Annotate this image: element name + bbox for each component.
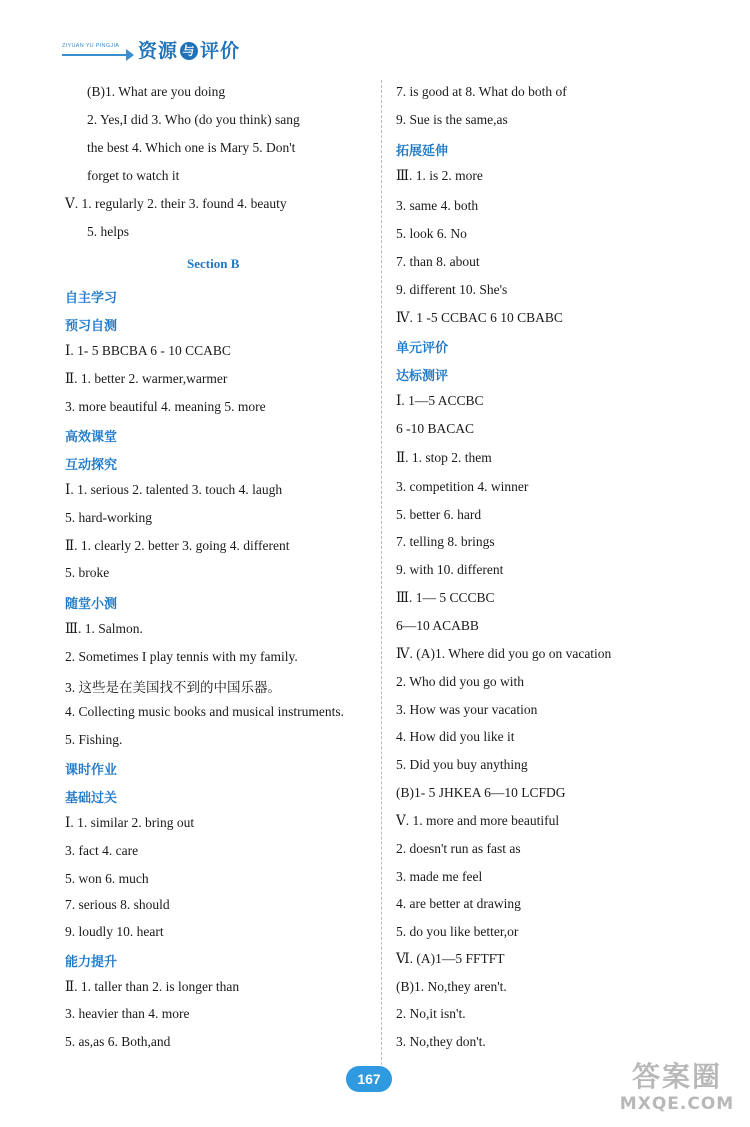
brand-right: 评价: [200, 40, 241, 62]
answer-line: 9. loudly 10. heart: [65, 924, 164, 939]
answer-line: 4. are better at drawing: [396, 896, 521, 911]
section-heading: 课时作业: [65, 763, 118, 778]
answer-line: 5. broke: [65, 565, 110, 580]
answer-line: Ⅳ. 1 -5 CCBAC 6 10 CBABC: [396, 310, 563, 325]
answer-line: 5. helps: [87, 224, 129, 239]
header-arrow-icon: [126, 49, 134, 61]
answer-line: Ⅳ. (A)1. Where did you go on vacation: [396, 646, 612, 661]
header-arrow-line: [62, 54, 132, 56]
section-heading: 能力提升: [65, 955, 118, 970]
answer-line: Ⅰ. 1—5 ACCBC: [396, 393, 484, 408]
answer-line: 7. serious 8. should: [65, 897, 170, 912]
answer-line: 4. Collecting music books and musical instruments.: [65, 704, 344, 719]
answer-line: 3. 这些是在美国找不到的中国乐器。: [65, 680, 281, 695]
answer-line: 9. with 10. different: [396, 562, 504, 577]
answer-line: 3. heavier than 4. more: [65, 1006, 190, 1021]
answer-line: Ⅱ. 1. stop 2. them: [396, 450, 492, 465]
answer-line: 2. Yes,I did 3. Who (do you think) sang: [87, 112, 300, 127]
header-brand: [138, 36, 240, 63]
answer-line: (B)1. What are you doing: [87, 84, 226, 99]
answer-line: 3. made me feel: [396, 869, 483, 884]
answer-line: 5. won 6. much: [65, 871, 149, 886]
section-heading: 单元评价: [396, 341, 449, 356]
answer-line: 9. Sue is the same,as: [396, 112, 508, 127]
answer-line: 7. is good at 8. What do both of: [396, 84, 567, 99]
page-number: 167: [346, 1066, 392, 1092]
answer-line: 6—10 ACABB: [396, 618, 479, 633]
brand-mid: 与: [180, 42, 198, 60]
answer-line: Ⅱ. 1. clearly 2. better 3. going 4. different: [65, 538, 290, 553]
answer-line: Ⅱ. 1. better 2. warmer,warmer: [65, 371, 228, 386]
section-heading: 高效课堂: [65, 430, 118, 445]
section-heading: 自主学习: [65, 291, 118, 306]
answer-line: 3. same 4. both: [396, 198, 479, 213]
answer-line: 3. competition 4. winner: [396, 479, 529, 494]
section-heading: 基础过关: [65, 791, 118, 806]
answer-line: Ⅲ. 1. is 2. more: [396, 168, 483, 183]
answer-line: 2. Sometimes I play tennis with my family.: [65, 649, 298, 664]
header-pinyin: ZIYUAN YU PINGJIA: [62, 43, 120, 49]
answer-line: 5. hard-working: [65, 510, 152, 525]
watermark-logo: [612, 1060, 742, 1120]
answer-line: 7. than 8. about: [396, 254, 480, 269]
answer-line: 3. more beautiful 4. meaning 5. more: [65, 399, 266, 414]
answer-line: Ⅲ. 1. Salmon.: [65, 621, 143, 636]
answer-line: 4. How did you like it: [396, 729, 515, 744]
answer-line: (B)1. No,they aren't.: [396, 979, 507, 994]
answer-line: Ⅱ. 1. taller than 2. is longer than: [65, 979, 240, 994]
section-heading: 预习自测: [65, 319, 118, 334]
answer-line: Ⅵ. (A)1—5 FFTFT: [396, 951, 505, 966]
answer-line: Ⅰ. 1- 5 BBCBA 6 - 10 CCABC: [65, 343, 231, 358]
answer-line: Ⅴ. 1. regularly 2. their 3. found 4. beauty: [65, 196, 287, 211]
column-divider: [381, 80, 382, 1070]
answer-line: forget to watch it: [87, 168, 180, 183]
answer-line: Ⅴ. 1. more and more beautiful: [396, 813, 560, 828]
answer-line: 5. do you like better,or: [396, 924, 519, 939]
answer-line: 3. How was your vacation: [396, 702, 538, 717]
answer-line: 5. better 6. hard: [396, 507, 482, 522]
answer-line: 3. No,they don't.: [396, 1034, 486, 1049]
section-heading: 互动探究: [65, 458, 118, 473]
section-title: Section B: [187, 256, 240, 271]
answer-line: 5. as,as 6. Both,and: [65, 1034, 171, 1049]
answer-line: 5. Fishing.: [65, 732, 123, 747]
watermark-top: 答案圈: [631, 1060, 722, 1093]
answer-line: Ⅰ. 1. serious 2. talented 3. touch 4. laugh: [65, 482, 283, 497]
section-heading: 随堂小测: [65, 597, 118, 612]
answer-line: 2. doesn't run as fast as: [396, 841, 521, 856]
watermark-bottom: MXQE.COM: [619, 1094, 735, 1114]
answer-line: 6 -10 BACAC: [396, 421, 475, 436]
answer-line: the best 4. Which one is Mary 5. Don't: [87, 140, 296, 155]
answer-line: 2. Who did you go with: [396, 674, 524, 689]
section-heading: 达标测评: [396, 369, 449, 384]
section-heading: 拓展延伸: [396, 144, 449, 159]
answer-line: Ⅰ. 1. similar 2. bring out: [65, 815, 195, 830]
answer-line: (B)1- 5 JHKEA 6—10 LCFDG: [396, 785, 566, 800]
answer-line: 7. telling 8. brings: [396, 534, 495, 549]
brand-left: 资源: [138, 40, 179, 62]
answer-line: 5. look 6. No: [396, 226, 467, 241]
answer-line: 3. fact 4. care: [65, 843, 139, 858]
answer-line: 5. Did you buy anything: [396, 757, 528, 772]
answer-line: 9. different 10. She's: [396, 282, 508, 297]
answer-line: Ⅲ. 1— 5 CCCBC: [396, 590, 495, 605]
page-header: [62, 36, 252, 62]
answer-line: 2. No,it isn't.: [396, 1006, 466, 1021]
